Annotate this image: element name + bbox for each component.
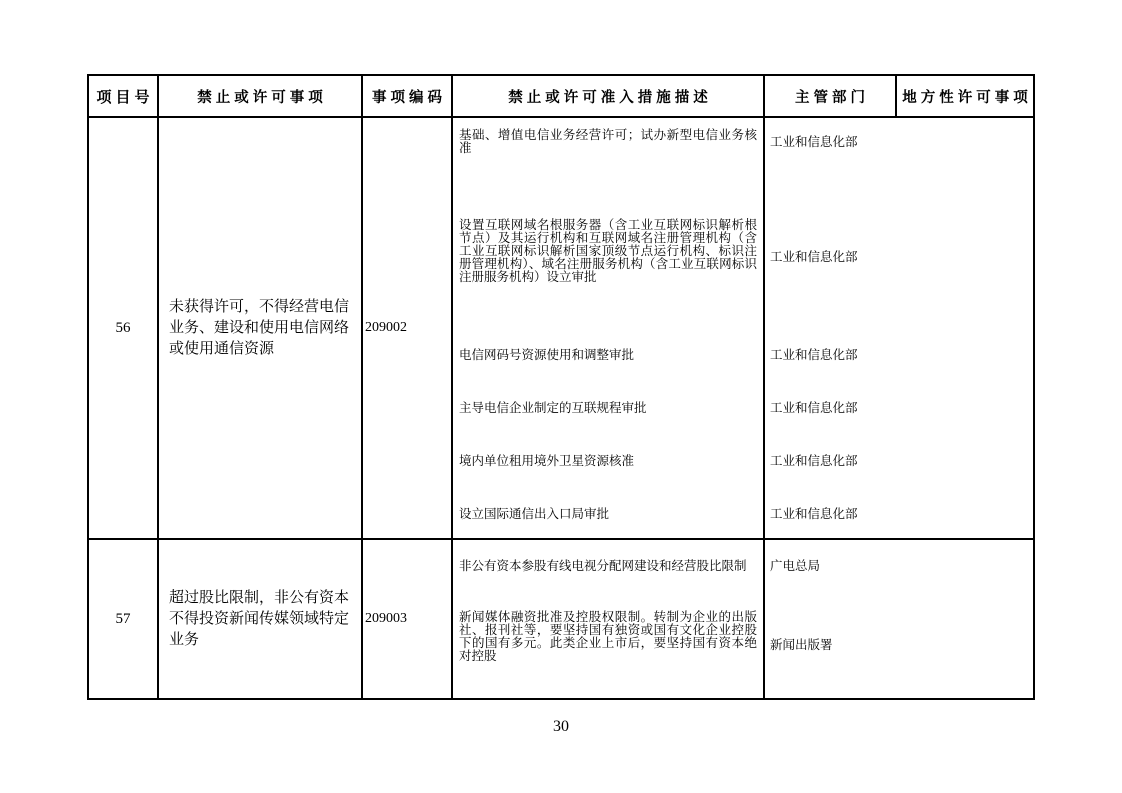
measure-desc: 设立国际通信出入口局审批 — [453, 497, 765, 538]
measure-dept: 工业和信息化部 — [770, 454, 858, 468]
measure-subrow — [453, 118, 897, 211]
measure-desc: 基础、增值电信业务经营许可；试办新型电信业务核准 — [453, 118, 765, 211]
table-header-row — [89, 76, 1033, 118]
measure-dept: 工业和信息化部 — [770, 348, 858, 362]
cell-prohibited-item — [159, 118, 363, 538]
header-local-item: 地方性许可事项 — [902, 89, 1032, 106]
prohibited-item-text: 超过股比限制，非公有资本不得投资新闻传媒领域特定业务 — [169, 589, 350, 648]
header-prohibited-item: 禁止或许可事项 — [159, 76, 363, 116]
header-project-number: 项目号 — [89, 76, 159, 116]
measure-dept: 工业和信息化部 — [770, 135, 858, 149]
cell-item-code: 209003 — [363, 540, 453, 698]
measure-dept: 广电总局 — [770, 559, 821, 573]
measures-table — [87, 74, 1035, 700]
measure-subrow — [453, 497, 897, 538]
measure-dept: 工业和信息化部 — [770, 507, 858, 521]
cell-measures-group — [453, 540, 897, 698]
header-measure-desc: 禁止或许可准入措施描述 — [453, 76, 765, 116]
cell-measures-group — [453, 118, 897, 538]
cell-project-number: 56 — [89, 118, 159, 538]
measure-subrow — [453, 338, 897, 391]
measure-subrow — [453, 391, 897, 444]
page-number: 30 — [553, 718, 569, 735]
measure-subrow — [453, 444, 897, 497]
prohibited-item-text: 未获得许可，不得经营电信业务、建设和使用电信网络或使用通信资源 — [169, 298, 350, 357]
table-row — [89, 540, 1033, 698]
measure-desc: 境内单位租用境外卫星资源核准 — [453, 444, 765, 497]
measure-desc: 电信网码号资源使用和调整审批 — [453, 338, 765, 391]
measure-subrow — [453, 540, 897, 600]
measure-subrow — [453, 211, 897, 338]
measure-desc: 非公有资本参股有线电视分配网建设和经营股比限制 — [453, 540, 765, 600]
table-row — [89, 118, 1033, 540]
cell-project-number: 57 — [89, 540, 159, 698]
measure-desc: 设置互联网域名根服务器（含工业互联网标识解析根节点）及其运行机构和互联网域名注册管理机构（含工业互联网标识解析国家顶级节点运行机构、标识注册管理机构）、域名注册服务机构（含工业互联网标识注册服务机构）设立审批 — [453, 211, 765, 338]
measure-desc: 主导电信企业制定的互联规程审批 — [453, 391, 765, 444]
cell-local-item — [897, 118, 1033, 538]
measure-dept: 工业和信息化部 — [770, 401, 858, 415]
cell-prohibited-item — [159, 540, 363, 698]
measure-dept: 工业和信息化部 — [770, 250, 858, 264]
cell-item-code: 209002 — [363, 118, 453, 538]
header-item-code: 事项编码 — [363, 76, 453, 116]
measure-subrow — [453, 600, 897, 698]
cell-local-item — [897, 540, 1033, 698]
measure-dept: 新闻出版署 — [770, 638, 833, 652]
measure-desc: 新闻媒体融资批准及控股权限制。转制为企业的出版社、报刊社等，要坚持国有独资或国有文化企业控股下的国有多元。此类企业上市后，要坚持国有资本绝对控股 — [453, 600, 765, 698]
header-department: 主管部门 — [765, 76, 897, 116]
